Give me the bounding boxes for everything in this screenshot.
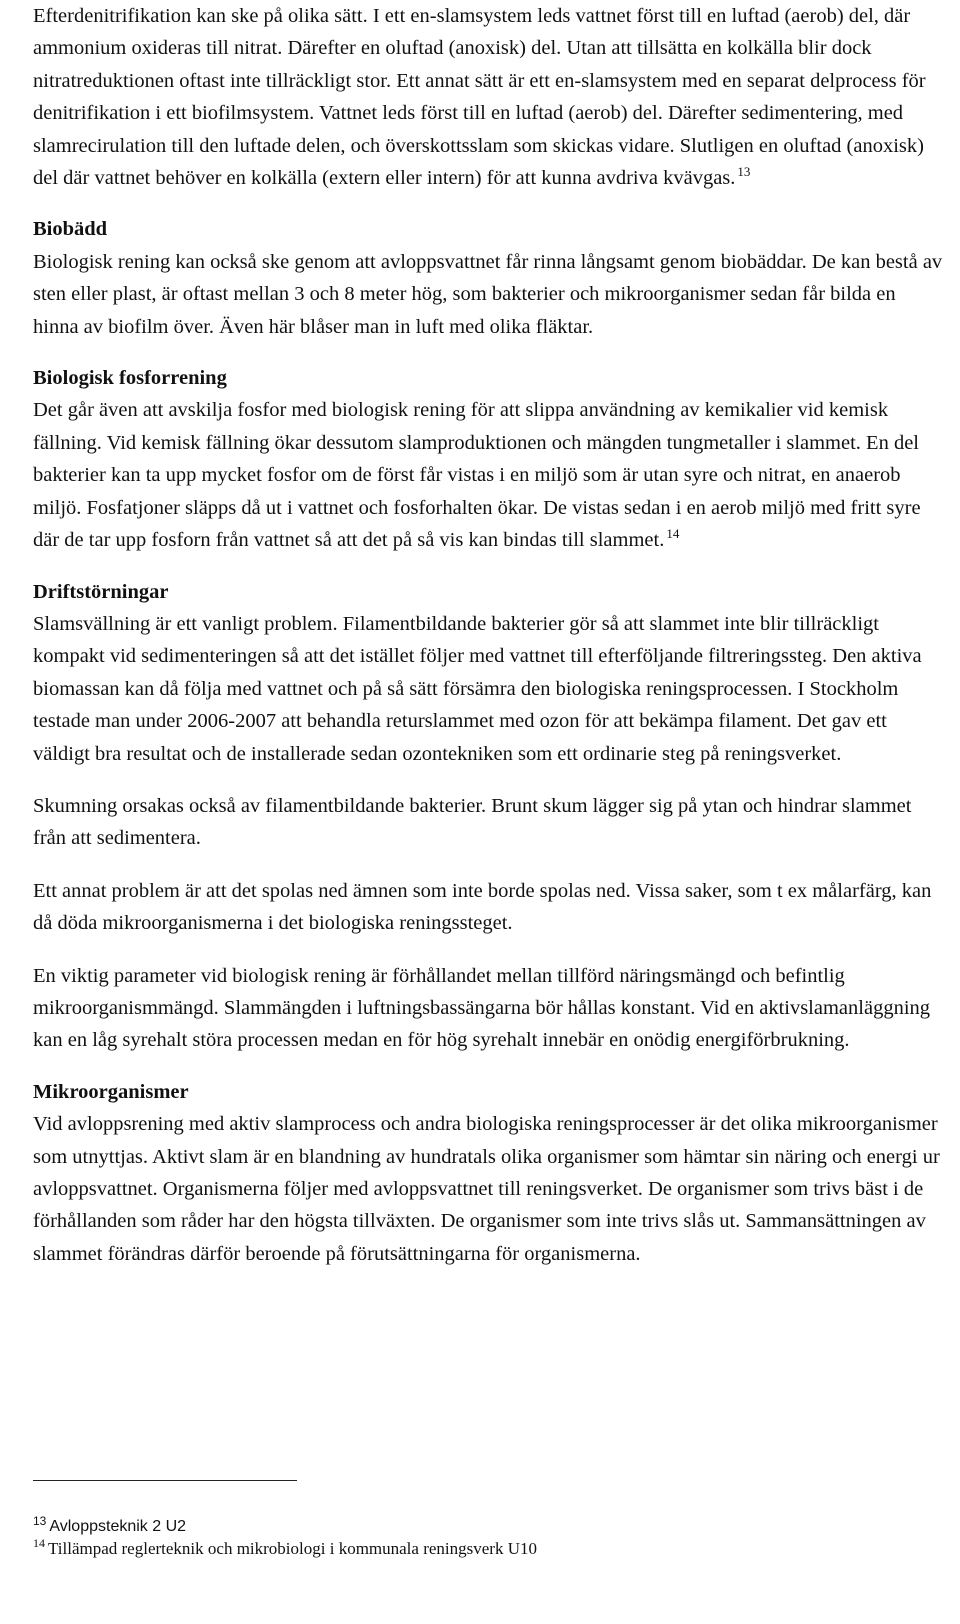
drift-paragraph-4: En viktig parameter vid biologisk rening är förhållandet mellan tillförd näringsmängd och befintlig mikroorganismmängd. Slammängden i luftningsbassängarna bör hållas konstant. Vid en aktivslamanläggning kan en låg syrehalt störa processen medan en för hög syrehalt innebär en onödig energiförbrukning. xyxy=(33,964,931,1052)
biobadd-paragraph: Biologisk rening kan också ske genom att avloppsvattnet får rinna långsamt genom biobäddar. De kan bestå av sten eller plast, är oftast mellan 3 och 8 meter hög, som bakterier och mikroorganismer sedan får bilda en hinna av biofilm över. Även här blåser man in luft med olika fläktar. xyxy=(33,250,943,338)
footnote-ref-14: 14 xyxy=(666,526,680,542)
footnote-text: Tillämpad reglerteknik och mikrobiologi i kommunala reningsverk U10 xyxy=(48,1539,537,1558)
heading-mikroorganismer: Mikroorganismer xyxy=(33,1080,189,1103)
footnote-14 xyxy=(33,1538,943,1560)
drift-paragraph-2: Skumning orsakas också av filamentbildande bakterier. Brunt skum lägger sig på ytan och hindrar slammet från att sedimentera. xyxy=(33,794,912,850)
mikro-paragraph: Vid avloppsrening med aktiv slamprocess och andra biologiska reningsprocesser är det olika mikroorganismer som utnyttjas. Aktivt slam är en blandning av hundratals olika organismer som hämtar sin näring och energi ur avloppsvattnet. Organismerna följer med avloppsvattnet till reningsverket. De organismer som trivs bäst i de förhållanden som råder har den högsta tillväxten. De organismer som inte trivs slås ut. Sammansättningen av slammet förändras därför beroende på förutsättningarna för organismerna. xyxy=(33,1113,940,1265)
fosfor-paragraph xyxy=(33,394,943,556)
footnote-separator xyxy=(33,1480,297,1481)
document-page xyxy=(33,0,943,1270)
heading-biobadd: Biobädd xyxy=(33,218,108,241)
footnote-text: Avloppsteknik 2 U2 xyxy=(49,1518,187,1535)
footnote-number: 13 xyxy=(33,1513,47,1528)
heading-fosforrening: Biologisk fosforrening xyxy=(33,367,227,390)
heading-driftstorningar: Driftstörningar xyxy=(33,580,169,603)
drift-paragraph-1: Slamsvällning är ett vanligt problem. Filamentbildande bakterier gör så att slammet inte blir tillräckligt kompakt vid sedimenteringen så att det istället följer med vattnet till efterföljande filtreringssteg. Den aktiva biomassan kan då följa med vattnet och på så sätt försämra den biologiska reningsprocessen. I Stockholm testade man under 2006-2007 att behandla returslammet med ozon för att bekämpa filament. Det gav ett väldigt bra resultat och de installerade sedan ozontekniken som ett ordinarie steg på reningsverket. xyxy=(33,612,922,765)
intro-text: Efterdenitrifikation kan ske på olika sätt. I ett en-slamsystem leds vattnet först till en luftad (aerob) del, där ammonium oxideras till nitrat. Därefter en oluftad (anoxisk) del. Utan att tillsätta en kolkälla blir dock nitratreduktionen oftast inte tillräckligt stor. Ett annat sätt är ett en-slamsystem med en separat delprocess för denitrifikation i ett biofilmsystem. Vattnet leds först till en luftad (aerob) del. Därefter sedimentering, med slamrecirulation till den luftade delen, och överskottsslam som skickas vidare. Slutligen en oluftad (anoxisk) del där vattnet behöver en kolkälla (extern eller intern) för att kunna avdriva kvävgas. xyxy=(33,5,926,190)
footnote-number: 14 xyxy=(33,1536,45,1551)
fosfor-text: Det går även att avskilja fosfor med biologisk rening för att slippa användning av kemikalier vid kemisk fällning. Vid kemisk fällning ökar dessutom slamproduktionen och mängden tungmetaller i slammet. En del bakterier kan ta upp mycket fosfor om de först får vistas i en miljö som är utan syre och nitrat, en anaerob miljö. Fosfatjoner släpps då ut i vattnet och fosforhalten ökar. De vistas sedan i en aerob miljö med fritt syre där de tar upp fosforn från vattnet så att det på så vis kan bindas till slammet. xyxy=(33,399,921,552)
drift-paragraph-3: Ett annat problem är att det spolas ned ämnen som inte borde spolas ned. Vissa saker, som t ex målarfärg, kan då döda mikroorganismerna i det biologiska reningssteget. xyxy=(33,879,932,935)
footnote-ref-13: 13 xyxy=(737,164,751,180)
footnote-13 xyxy=(33,1513,943,1538)
footnotes xyxy=(33,1513,943,1560)
intro-paragraph xyxy=(33,0,943,194)
